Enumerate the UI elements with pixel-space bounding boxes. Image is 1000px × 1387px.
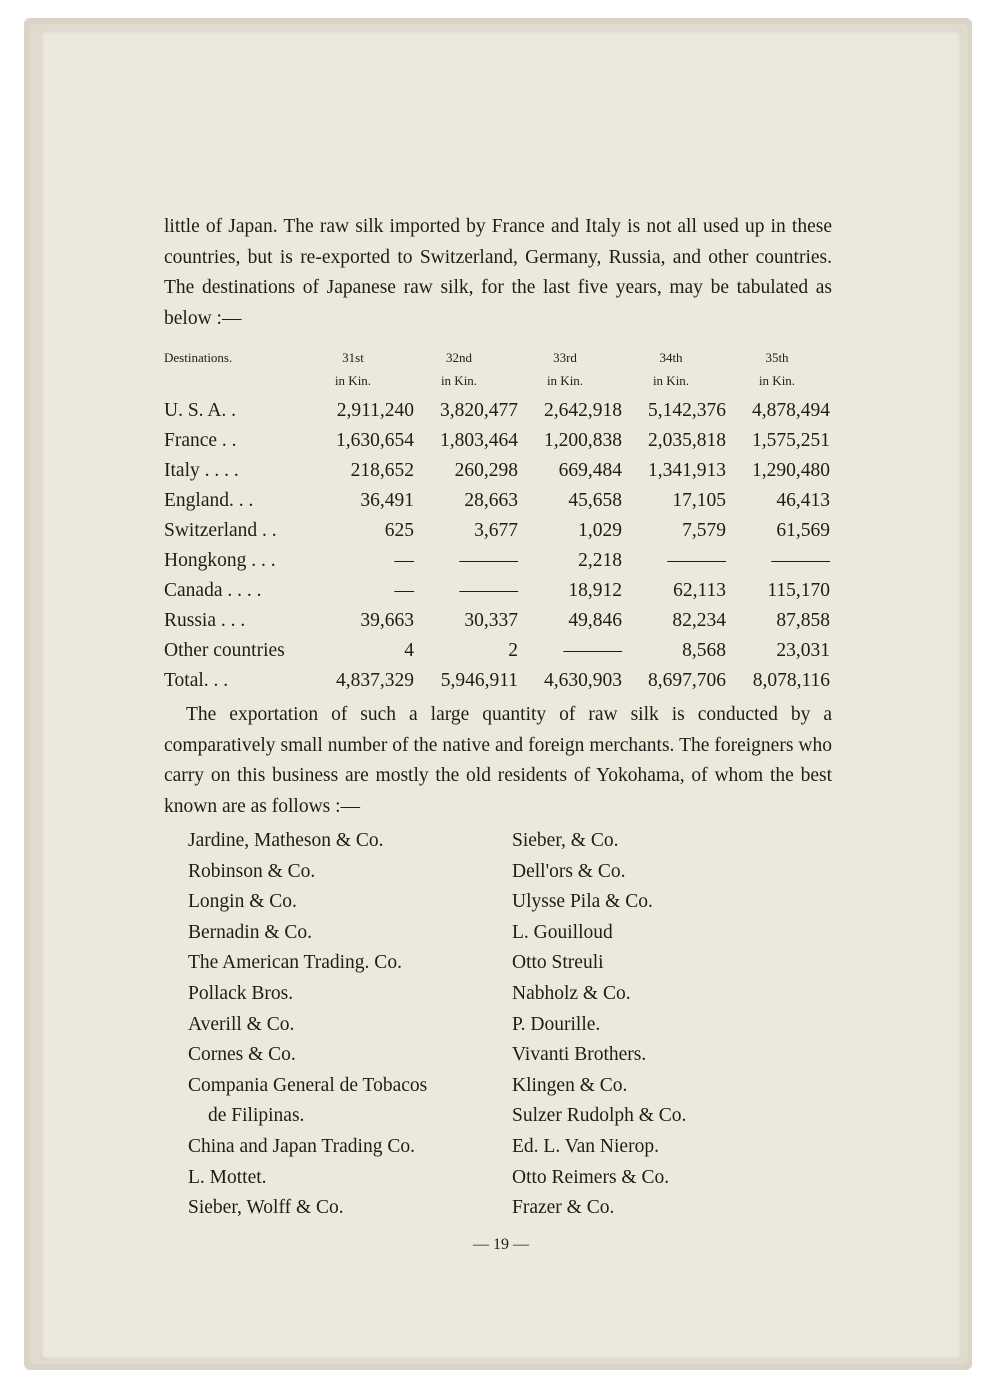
table-row: [164, 486, 832, 516]
destination-cell: U. S. A. .: [164, 400, 237, 421]
merchants-paragraph: The exportation of such a large quantity of raw silk is conducted by a comparatively small number of the native and foreign merchants. The foreigners who carry on this business are mostly the old residents of Yokohama, of whom the best known are as follows :—: [164, 704, 832, 817]
table-row: [164, 456, 832, 486]
merchant-name: Vivanti Brothers.: [512, 1044, 647, 1066]
value-cell: ———: [563, 640, 622, 661]
value-cell: 5,142,376: [648, 400, 726, 421]
merchant-name: Robinson & Co.: [188, 860, 316, 882]
year-header-31: 31st in Kin.: [334, 350, 372, 388]
value-cell: ———: [771, 550, 830, 571]
value-cell: ———: [459, 580, 518, 601]
value-cell: 39,663: [360, 610, 414, 631]
value-cell: ———: [459, 550, 518, 571]
table-row: [164, 606, 832, 636]
value-cell: 18,912: [568, 580, 622, 601]
value-cell: 17,105: [672, 490, 726, 511]
value-cell: 2,911,240: [336, 400, 414, 421]
value-cell: 82,234: [672, 610, 726, 631]
destinations-table: [164, 396, 832, 696]
value-cell: 36,491: [360, 490, 414, 511]
value-cell: 46,413: [776, 490, 830, 511]
merchant-name: China and Japan Trading Co.: [188, 1135, 415, 1157]
merchant-name: Nabholz & Co.: [512, 982, 631, 1004]
value-cell: 4,837,329: [336, 670, 414, 691]
merchant-name: Sieber, Wolff & Co.: [188, 1197, 344, 1219]
merchant-name: L. Mottet.: [188, 1166, 267, 1188]
table-header: [164, 346, 832, 392]
value-cell: 4: [404, 640, 414, 661]
value-cell: 2,218: [578, 550, 622, 571]
destinations-header: Destinations.: [164, 350, 233, 365]
merchant-name: P. Dourille.: [512, 1013, 601, 1035]
value-cell: 23,031: [776, 640, 830, 661]
table-row: [164, 576, 832, 606]
value-cell: ———: [667, 550, 726, 571]
value-cell: 2,035,818: [648, 430, 726, 451]
value-cell: 669,484: [558, 460, 622, 481]
value-cell: 61,569: [776, 520, 830, 541]
destination-cell: Russia . . .: [164, 610, 246, 631]
value-cell: 30,337: [464, 610, 518, 631]
merchant-name: The American Trading. Co.: [188, 952, 402, 974]
merchant-name: Cornes & Co.: [188, 1044, 296, 1066]
merchant-name: Frazer & Co.: [512, 1197, 615, 1219]
book-page: [40, 30, 962, 1360]
table-row: [164, 636, 832, 666]
value-cell: 7,579: [682, 520, 726, 541]
merchant-name: de Filipinas.: [208, 1105, 305, 1127]
table-row: [164, 426, 832, 456]
value-cell: 8,697,706: [648, 670, 726, 691]
value-cell: 115,170: [767, 580, 830, 601]
destination-cell: Canada . . . .: [164, 580, 262, 601]
year-header-34: 34th in Kin.: [652, 350, 690, 388]
value-cell: 1,803,464: [440, 430, 518, 451]
value-cell: —: [394, 580, 414, 601]
value-cell: 625: [384, 520, 414, 541]
merchant-name: Otto Streuli: [512, 952, 604, 974]
value-cell: 8,568: [682, 640, 726, 661]
value-cell: 1,200,838: [544, 430, 622, 451]
page-content: [164, 212, 832, 1224]
year-header-32: 32nd in Kin.: [440, 350, 478, 388]
value-cell: 1,630,654: [336, 430, 414, 451]
year-header-33: 33rd in Kin.: [546, 350, 584, 388]
table-row: [164, 546, 832, 576]
merchant-name: Klingen & Co.: [512, 1074, 628, 1096]
value-cell: 49,846: [568, 610, 622, 631]
value-cell: 4,878,494: [752, 400, 830, 421]
value-cell: 45,658: [568, 490, 622, 511]
merchant-name: Otto Reimers & Co.: [512, 1166, 670, 1188]
value-cell: 5,946,911: [440, 670, 518, 691]
merchant-name: Compania General de Tobacos: [188, 1074, 428, 1096]
merchant-name: Jardine, Matheson & Co.: [188, 830, 384, 851]
value-cell: 3,820,477: [440, 400, 518, 421]
value-cell: 28,663: [464, 490, 518, 511]
merchant-column-left: [164, 826, 508, 1224]
destination-cell: Switzerland . .: [164, 520, 277, 541]
destination-cell: Italy . . . .: [164, 460, 239, 481]
intro-paragraph: little of Japan. The raw silk imported by France and Italy is not all used up in these countries, but is re-exported to Switzerland, Germany, Russia, and other countries. The destinations of Japanese raw silk, for the last five years, may be tabulated as below :—: [164, 216, 832, 329]
merchant-name: Averill & Co.: [188, 1013, 295, 1035]
merchant-column-right: [508, 826, 832, 1224]
destination-cell: Other countries: [164, 640, 285, 661]
page-number: — 19 —: [473, 1236, 529, 1253]
merchant-list: [164, 826, 832, 1224]
year-header-35: 35th in Kin.: [758, 350, 796, 388]
merchant-name: Bernadin & Co.: [188, 921, 313, 943]
value-cell: 218,652: [350, 460, 414, 481]
merchant-name: Pollack Bros.: [188, 982, 294, 1004]
value-cell: 2,642,918: [544, 400, 622, 421]
value-cell: 3,677: [474, 520, 518, 541]
merchant-name: Ulysse Pila & Co.: [512, 891, 653, 913]
table-row: [164, 666, 832, 696]
destination-cell: France . .: [164, 430, 237, 451]
merchant-name: L. Gouilloud: [512, 921, 613, 943]
value-cell: 2: [508, 640, 518, 661]
merchant-name: Sulzer Rudolph & Co.: [512, 1105, 687, 1127]
merchant-name: Sieber, & Co.: [512, 830, 619, 851]
destination-cell: Hongkong . . .: [164, 550, 276, 571]
merchant-name: Ed. L. Van Nierop.: [512, 1135, 659, 1157]
merchant-name: Dell'ors & Co.: [512, 860, 626, 882]
table-row: [164, 396, 832, 426]
destination-cell: Total. . .: [164, 670, 229, 691]
destination-cell: England. . .: [164, 490, 254, 511]
value-cell: 87,858: [776, 610, 830, 631]
value-cell: 1,029: [578, 520, 622, 541]
table-row: [164, 516, 832, 546]
merchant-name: Longin & Co.: [188, 891, 297, 913]
value-cell: 1,575,251: [752, 430, 830, 451]
value-cell: 1,290,480: [752, 460, 830, 481]
value-cell: 62,113: [673, 580, 726, 601]
value-cell: 8,078,116: [752, 670, 830, 691]
value-cell: —: [394, 550, 414, 571]
value-cell: 260,298: [454, 460, 518, 481]
value-cell: 4,630,903: [544, 670, 622, 691]
value-cell: 1,341,913: [648, 460, 726, 481]
